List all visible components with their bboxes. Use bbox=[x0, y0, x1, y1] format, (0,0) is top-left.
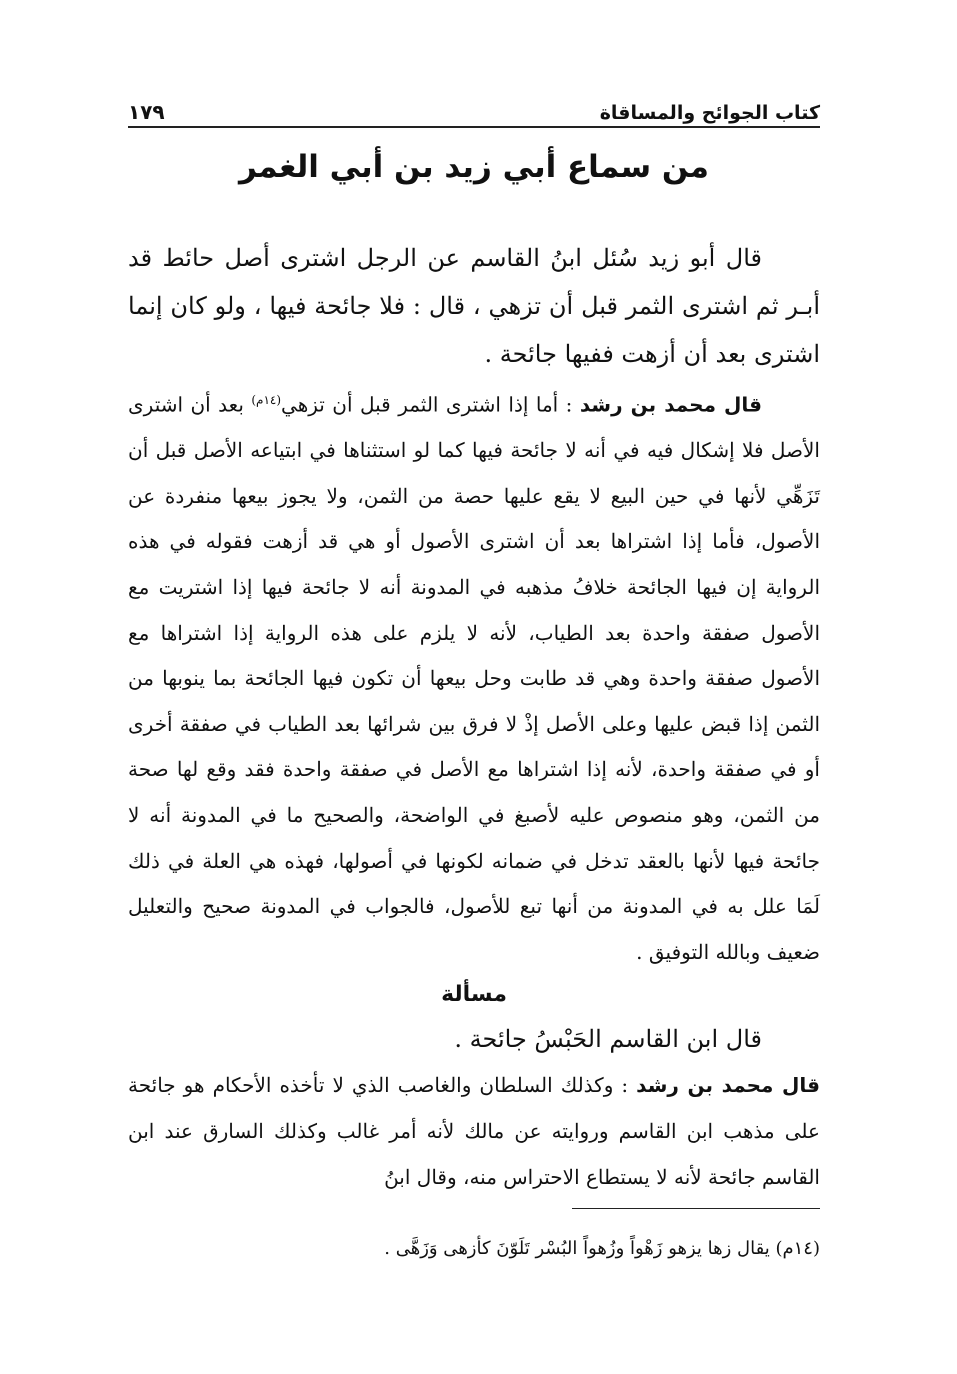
footnote: (١٤م) يقال زها يزهو زَهْواً وزُهواً البُسْر تَلَوّنَ كأزهى وَزَهَّى . bbox=[384, 1238, 820, 1259]
commentary-2-text: : وكذلك السلطان والغاصب الذي لا تأخذه الأحكام هو جائحة على مذهب ابن القاسم وروايته عن مالك لأنه أمر غالب وكذلك السارق عند ابن القاسم جائحة لأنه لا يستطاع الاحتراس منه، وقال ابنُ bbox=[128, 1073, 820, 1189]
masala-heading: مسألة bbox=[441, 982, 507, 1008]
running-title: كتاب الجوائح والمساقاة bbox=[599, 102, 820, 124]
commentary-lead: قال محمد بن رشد bbox=[579, 392, 762, 417]
paragraph-hubs: قال ابن القاسم الحَبْسُ جائحة . bbox=[454, 1025, 762, 1054]
section-title: من سماع أبي زيد بن أبي الغمر bbox=[239, 149, 709, 185]
commentary-text-rest: بعد أن اشترى الأصل فلا إشكال فيه في أنه لا جائحة فيها كما لو استثناها في ابتياعه الأصل قبل أن تَزَهِّي لأنها في حين البيع لا يقع عليها حصة من الثمن، ولا يجوز بيعها منفردة عن الأصول، فأما إذا اشتراها بعد أن اشترى الأصول أو هي قد أزهت فقوله في هذه الرواية إن فيها الجائحة خلافُ مذهبه في المدونة أنه لا جائحة فيها إذا اشتريت مع الأصول صفقة واحدة بعد الطياب، لأنه لا يلزم على هذه الرواية إذا اشتراها مع الأصول صفقة واحدة وهي قد طابت وحل بيعها أن تكون فيها الجائحة بما ينوبها من الثمن إذا قبض عليها وعلى الأصل إذْ لا فرق بين شرائها بعد الطياب في صفقة أخرى أو في صفقة واحدة، لأنه إذا اشتراها مع الأصل في صفقة واحدة فقد وقع لها صحة من الثمن، وهو منصوص عليه لأصبغ في الواضحة، والصحيح ما في المدونة أنه لا جائحة فيها لأنها بالعقد تدخل في ضمانه لكونها في أصولها، فهذه هي العلة في ذلك لَمَا علل به في المدونة من أنها تبع للأصول، فالجواب في المدونة صحيح والتعليل ضعيف وبالله التوفيق . bbox=[128, 392, 821, 964]
paragraph-commentary-2 bbox=[128, 1063, 820, 1200]
body-text bbox=[128, 234, 820, 1200]
paragraph-commentary bbox=[128, 378, 820, 975]
footnote-reference: (١٤م) bbox=[251, 393, 282, 407]
commentary-2-lead: قال محمد بن رشد bbox=[636, 1073, 820, 1098]
page-number: ١٧٩ bbox=[128, 100, 165, 124]
paragraph-question: قال أبو زيد سُئل ابنُ القاسم عن الرجل اشترى أصل حائط قد أبـر ثم اشترى الثمر قبل أن تزهي ، قال : فلا جائحة فيها ، ولو كان إنما اشترى بعد أن أزهت ففيها جائحة . bbox=[128, 244, 820, 368]
page-header bbox=[128, 84, 820, 128]
commentary-text-start: : أما إذا اشترى الثمر قبل أن تزهي bbox=[281, 392, 573, 417]
footnote-divider bbox=[572, 1208, 820, 1209]
